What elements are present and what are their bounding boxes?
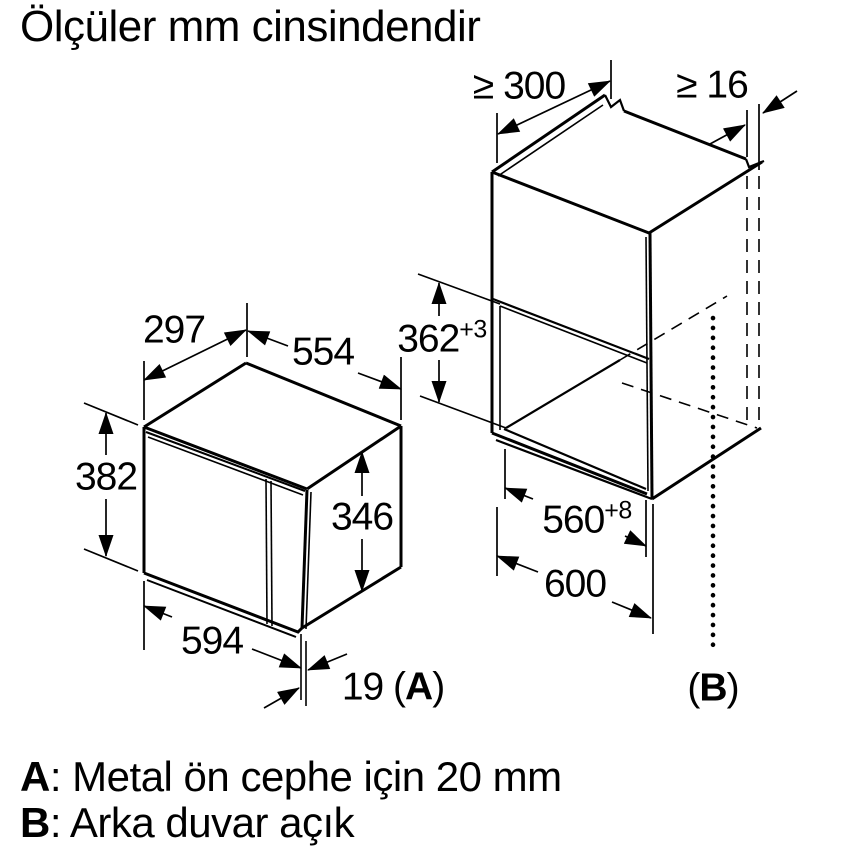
cab-upper-panel-bottom-edge bbox=[493, 299, 649, 359]
ext-382-bottom bbox=[84, 549, 138, 571]
note-a bbox=[20, 754, 562, 800]
cab-hidden-floor-back-line bbox=[622, 383, 757, 428]
dim-line-560-a bbox=[505, 488, 533, 499]
cab-niche-floor-front-edge bbox=[504, 429, 646, 489]
ref-b-open: ( bbox=[687, 666, 700, 710]
dim-line-594-b bbox=[252, 649, 301, 668]
note-b-text: : Arka duvar açık bbox=[49, 799, 355, 846]
dim-label-600: 600 bbox=[543, 562, 607, 606]
mw-door-divider-line-2 bbox=[271, 481, 272, 626]
dim-label-346: 346 bbox=[330, 495, 394, 539]
dim-label-362 bbox=[397, 315, 487, 361]
cab-bottom-front-edge-2 bbox=[496, 440, 652, 499]
ref-b-close: ) bbox=[726, 666, 739, 710]
note-b-key: B bbox=[20, 799, 50, 846]
cab-niche-ceiling-edge bbox=[500, 306, 647, 363]
page-title: Ölçüler mm cinsindendir bbox=[20, 2, 481, 51]
cab-front-right-edge bbox=[650, 233, 652, 498]
dim-label-min-300: ≥ 300 bbox=[472, 64, 566, 108]
mw-top-front-edge bbox=[144, 427, 307, 489]
cab-bottom-front-edge bbox=[492, 433, 647, 494]
dim-label-B bbox=[687, 666, 739, 710]
ref-letter-b: B bbox=[699, 666, 727, 710]
dim-label-560 bbox=[542, 496, 632, 542]
mw-door-top-line-2 bbox=[148, 437, 303, 495]
dim-label-19-A bbox=[341, 665, 445, 709]
note-a-key: A bbox=[20, 753, 50, 800]
leader-19-left bbox=[264, 688, 299, 708]
ref-letter-a: A bbox=[405, 665, 433, 709]
leader-16-right bbox=[763, 91, 797, 113]
dim-line-600-a bbox=[497, 556, 538, 572]
cab-niche-floor-left-edge bbox=[506, 360, 620, 428]
dim-label-594: 594 bbox=[180, 619, 244, 663]
dim-19-value: 19 ( bbox=[341, 665, 406, 709]
cab-top-thickness-line bbox=[498, 105, 603, 176]
mw-bottom-right-edge bbox=[302, 567, 401, 628]
leader-16-left bbox=[710, 125, 745, 144]
mw-door-divider-line bbox=[266, 479, 267, 624]
mw-door-top-line bbox=[146, 432, 305, 491]
dim-line-600-b bbox=[612, 602, 651, 618]
cab-bottom-right-edge bbox=[652, 428, 761, 499]
cab-front-right-inner-line bbox=[646, 237, 648, 491]
dim-19-close: ) bbox=[432, 665, 445, 709]
dim-362-value: 362 bbox=[397, 317, 460, 361]
dim-line-594-a bbox=[144, 606, 172, 617]
ext-362-top bbox=[418, 274, 500, 304]
note-a-text: : Metal ön cephe için 20 mm bbox=[49, 753, 562, 800]
cab-top-front-right-edge bbox=[649, 162, 762, 233]
ext-382-top bbox=[84, 403, 138, 425]
dim-label-min-16: ≥ 16 bbox=[676, 63, 748, 107]
dim-560-value: 560 bbox=[542, 498, 605, 542]
mw-top-right-edge bbox=[307, 426, 401, 489]
dim-560-tolerance: +8 bbox=[604, 496, 632, 525]
dim-line-554-a bbox=[248, 331, 288, 346]
footnotes bbox=[20, 754, 562, 846]
dim-label-554: 554 bbox=[291, 330, 355, 374]
note-b bbox=[20, 800, 562, 846]
dim-label-297: 297 bbox=[142, 308, 206, 352]
cab-top-front-left-edge bbox=[492, 172, 649, 233]
dim-label-382: 382 bbox=[74, 455, 138, 499]
cab-top-vent-notch bbox=[605, 95, 624, 111]
dim-362-tolerance: +3 bbox=[459, 315, 487, 344]
dim-line-554-b bbox=[358, 373, 401, 389]
